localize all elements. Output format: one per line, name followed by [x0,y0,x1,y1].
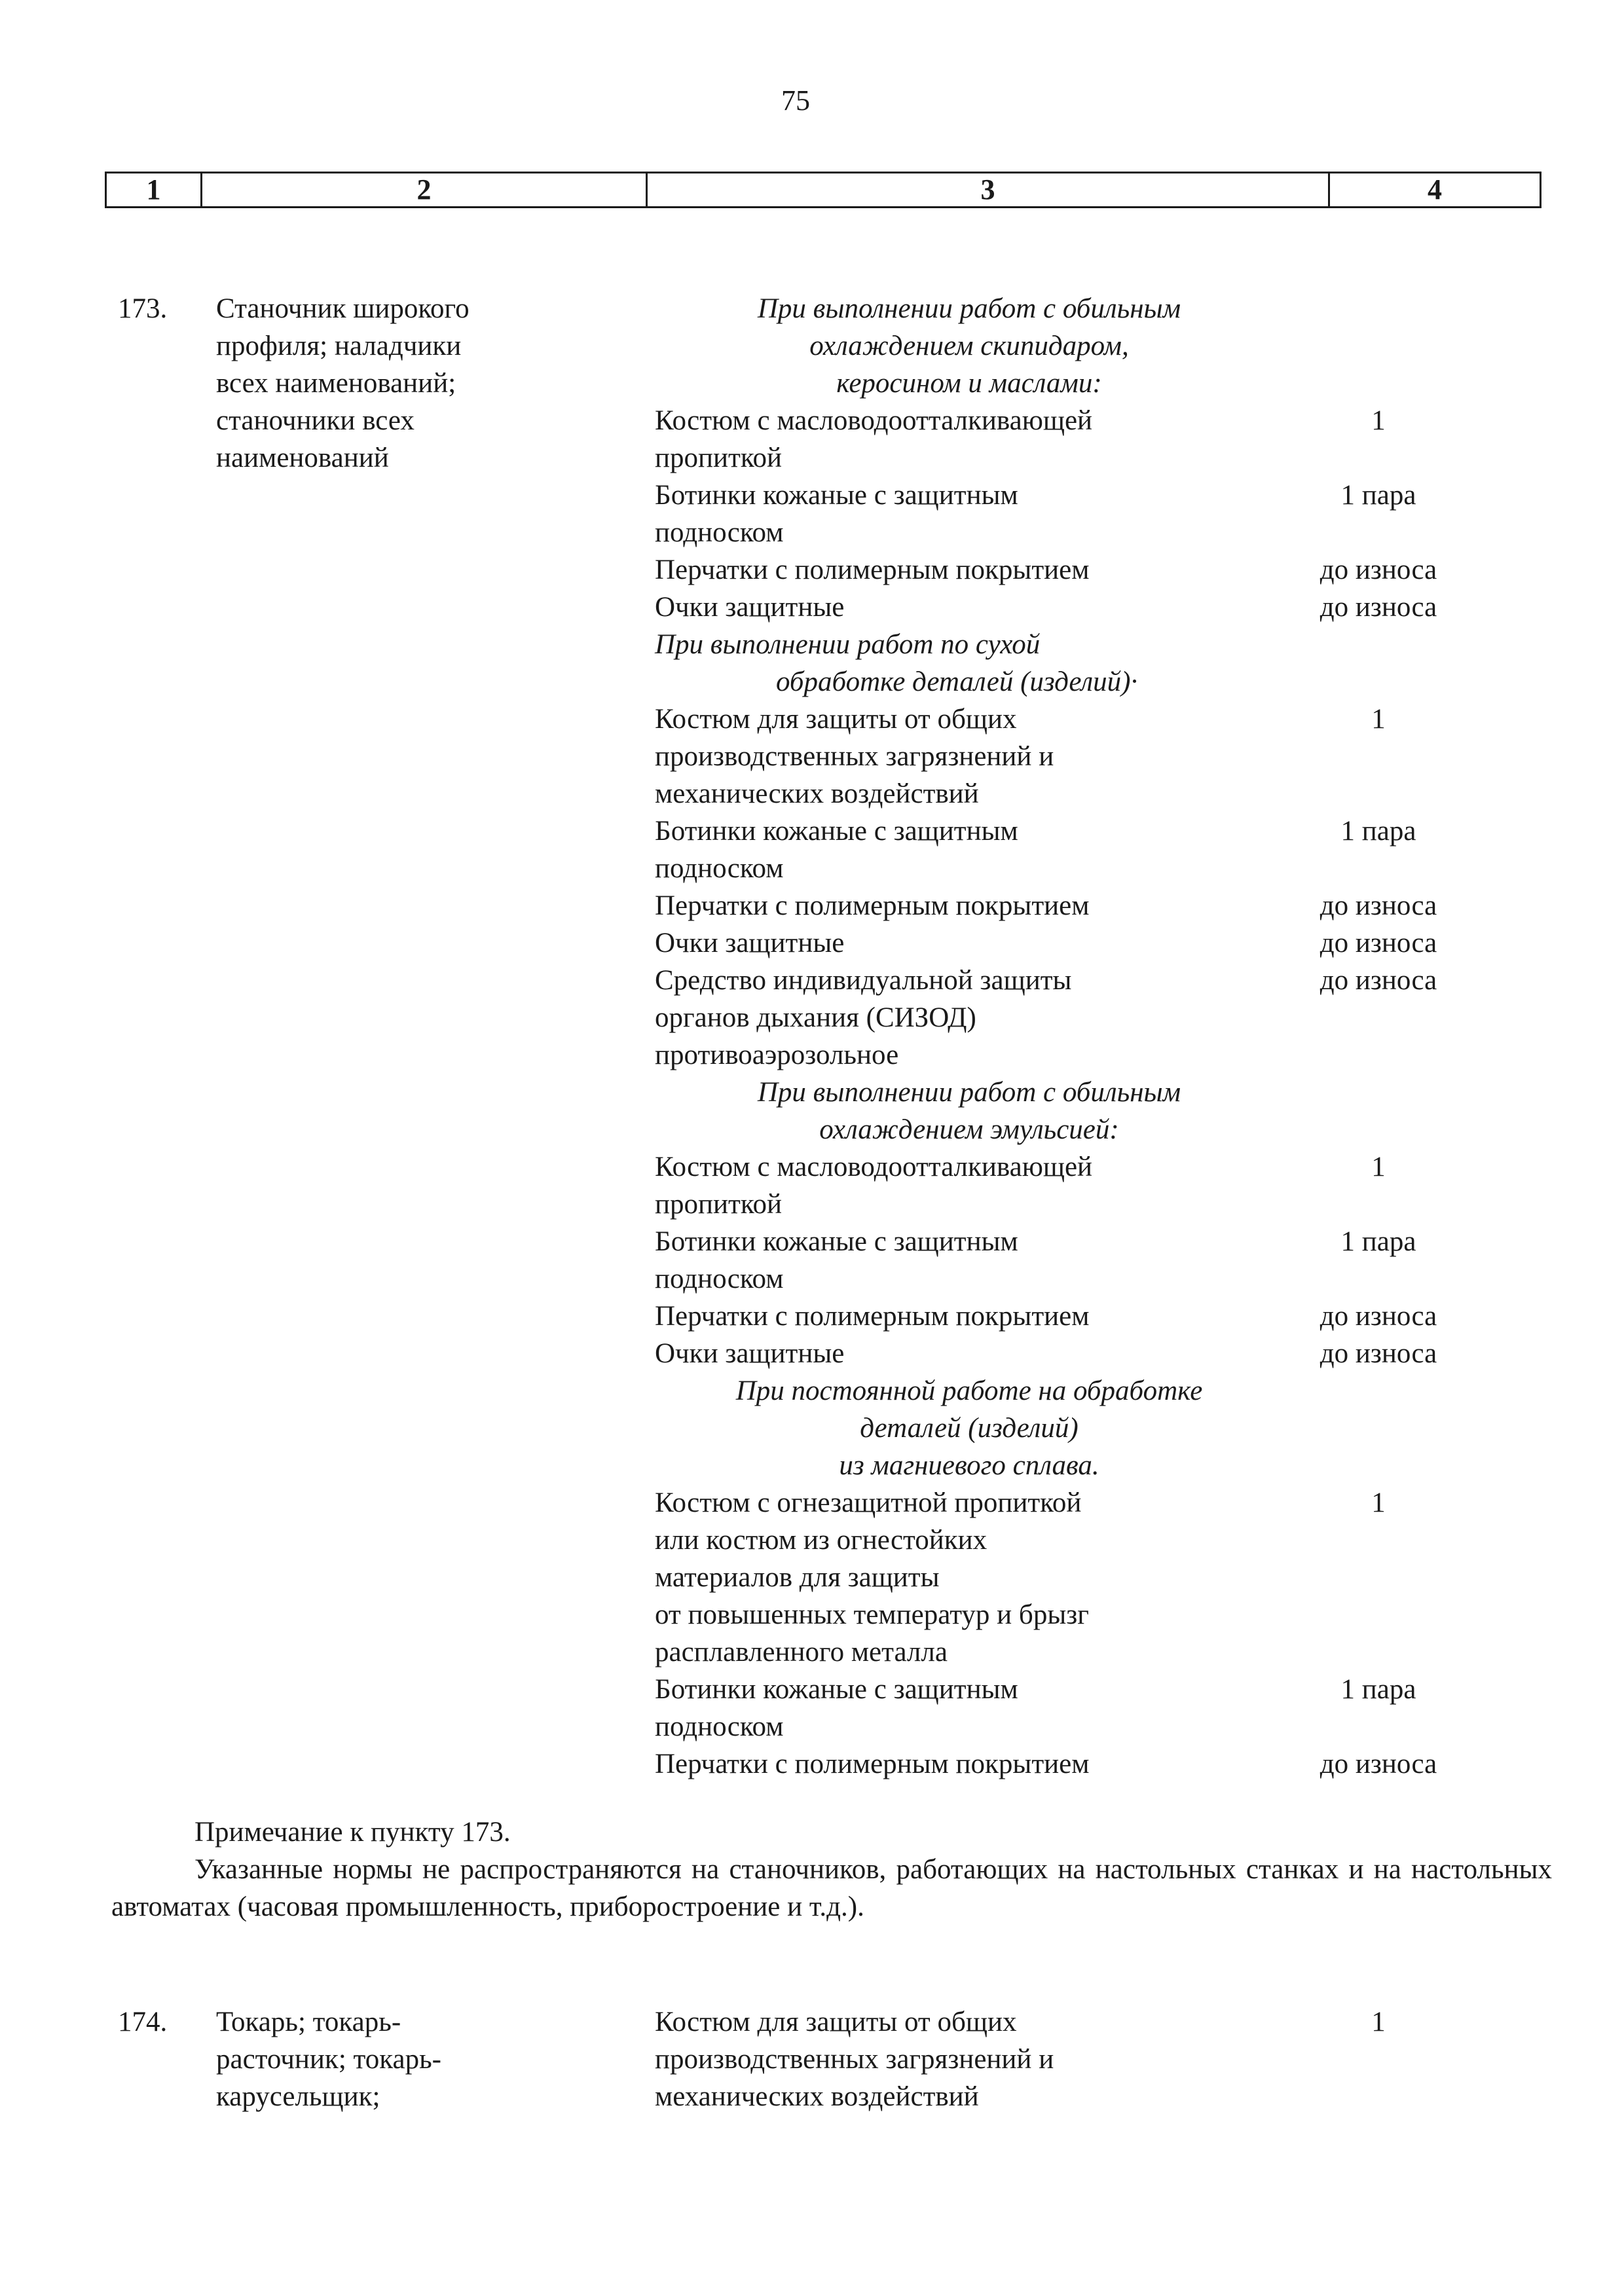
ppe-quantity: 1 пара [1340,1226,1416,1257]
ppe-item [655,1335,1572,1372]
ppe-item [655,1671,1572,1745]
ppe-item-line: производственных загрязнений и [655,741,1054,772]
ppe-item [655,1223,1572,1298]
column-header-row [105,172,1541,208]
profession-line: станочники всех [216,405,415,436]
ppe-quantity: до износа [1320,928,1437,958]
ppe-item-line: механических воздействий [655,778,979,809]
ppe-item-line: Ботинки кожаные с защитным [655,480,1018,511]
ppe-quantity: 1 пара [1340,1674,1416,1705]
ppe-item-line: от повышенных температур и брызг [655,1599,1089,1630]
ppe-item [655,477,1572,551]
work-condition [642,290,1297,402]
ppe-item-line: механических воздействий [655,2081,979,2112]
column-header-2: 2 [202,173,648,206]
ppe-item [655,1298,1572,1335]
condition-line: из магниевого сплава. [839,1450,1099,1481]
ppe-item-line: подноском [655,1264,784,1294]
note-text: Указанные нормы не распространяются на станочников, работающих на настольных станках и на настольных автоматах (часовая промышленность, приборостроение и т.д.). [111,1854,1552,1922]
ppe-list [655,290,1572,1783]
profession-line: расточник; токарь- [216,2044,441,2075]
ppe-item [655,402,1572,477]
ppe-quantity: до износа [1320,890,1437,921]
ppe-item-line: Костюм с огнезащитной пропиткой [655,1487,1082,1518]
column-header-1: 1 [107,173,202,206]
entry-number: 174. [118,2007,168,2037]
profession-line: профиля; наладчики [216,331,462,361]
condition-line: При выполнении работ с обильным [757,1077,1181,1108]
ppe-list [655,2003,1572,2115]
ppe-item-line: подноском [655,1711,784,1742]
ppe-item [655,1484,1572,1671]
page-number: 75 [781,84,810,117]
ppe-quantity: 1 [1371,2007,1386,2037]
ppe-item-line: Перчатки с полимерным покрытием [655,555,1090,585]
ppe-quantity: до износа [1320,1749,1437,1779]
note-title: Примечание к пункту 173. [194,1817,511,1848]
condition-line: керосином и маслами: [836,368,1102,399]
profession-line: всех наименований; [216,368,456,399]
ppe-item-line: Костюм с масловодоотталкивающей [655,1152,1093,1182]
ppe-item-line: расплавленного металла [655,1637,948,1667]
ppe-item-line: подноском [655,517,784,548]
condition-line: При выполнении работ с обильным [757,293,1181,324]
ppe-item-line: Очки защитные [655,592,845,623]
ppe-item-line: Перчатки с полимерным покрытием [655,1301,1090,1332]
ppe-item [655,1745,1572,1783]
ppe-item [655,1148,1572,1223]
entry-number: 173. [118,293,168,324]
profession-line: Токарь; токарь- [216,2007,401,2037]
profession-name [216,290,583,477]
ppe-quantity: до износа [1320,1301,1437,1332]
ppe-item-line: Перчатки с полимерным покрытием [655,1749,1090,1779]
work-condition [642,1372,1297,1484]
ppe-quantity: 1 пара [1340,480,1416,511]
ppe-quantity: 1 [1371,405,1386,436]
ppe-item-line: Очки защитные [655,1338,845,1369]
ppe-item-line: противоаэрозольное [655,1040,899,1070]
ppe-item [655,701,1572,812]
ppe-item-line: Костюм для защиты от общих [655,2007,1017,2037]
ppe-item [655,924,1572,962]
condition-line: деталей (изделий) [860,1413,1079,1444]
ppe-item-line: материалов для защиты [655,1562,940,1593]
condition-line: охлаждением скипидаром, [809,331,1129,361]
condition-line: При постоянной работе на обработке [735,1376,1203,1406]
condition-line: охлаждением эмульсией: [819,1114,1119,1145]
ppe-item-line: производственных загрязнений и [655,2044,1054,2075]
column-header-4: 4 [1428,173,1442,206]
ppe-quantity: 1 [1371,1152,1386,1182]
profession-line: карусельщик; [216,2081,380,2112]
ppe-item-line: пропиткой [655,443,783,473]
ppe-item-line: Средство индивидуальной защиты [655,965,1072,996]
ppe-quantity: 1 [1371,704,1386,735]
profession-line: Станочник широкого [216,293,470,324]
ppe-quantity: 1 [1371,1487,1386,1518]
ppe-item-line: Ботинки кожаные с защитным [655,816,1018,847]
ppe-item-line: Очки защитные [655,928,845,958]
profession-name [216,2003,583,2115]
ppe-item-line: Ботинки кожаные с защитным [655,1226,1018,1257]
ppe-item [655,887,1572,924]
work-condition [655,626,1310,701]
ppe-quantity: до износа [1320,1338,1437,1369]
ppe-item-line: Костюм с масловодоотталкивающей [655,405,1093,436]
ppe-item [655,962,1572,1074]
condition-line: обработке деталей (изделий)· [776,666,1138,697]
work-condition [642,1074,1297,1148]
ppe-quantity: до износа [1320,555,1437,585]
ppe-item [655,2003,1572,2115]
ppe-item-line: органов дыхания (СИЗОД) [655,1002,976,1033]
ppe-item-line: Перчатки с полимерным покрытием [655,890,1090,921]
ppe-item-line: Костюм для защиты от общих [655,704,1017,735]
column-header-3: 3 [648,173,1330,206]
ppe-item-line: или костюм из огнестойких [655,1525,987,1556]
ppe-item-line: пропиткой [655,1189,783,1220]
profession-line: наименований [216,443,389,473]
ppe-item [655,551,1572,589]
ppe-item [655,589,1572,626]
ppe-quantity: до износа [1320,965,1437,996]
ppe-item-line: подноском [655,853,784,884]
condition-line: При выполнении работ по сухой [655,629,1041,660]
ppe-item-line: Ботинки кожаные с защитным [655,1674,1018,1705]
ppe-item [655,812,1572,887]
ppe-quantity: до износа [1320,592,1437,623]
ppe-quantity: 1 пара [1340,816,1416,847]
